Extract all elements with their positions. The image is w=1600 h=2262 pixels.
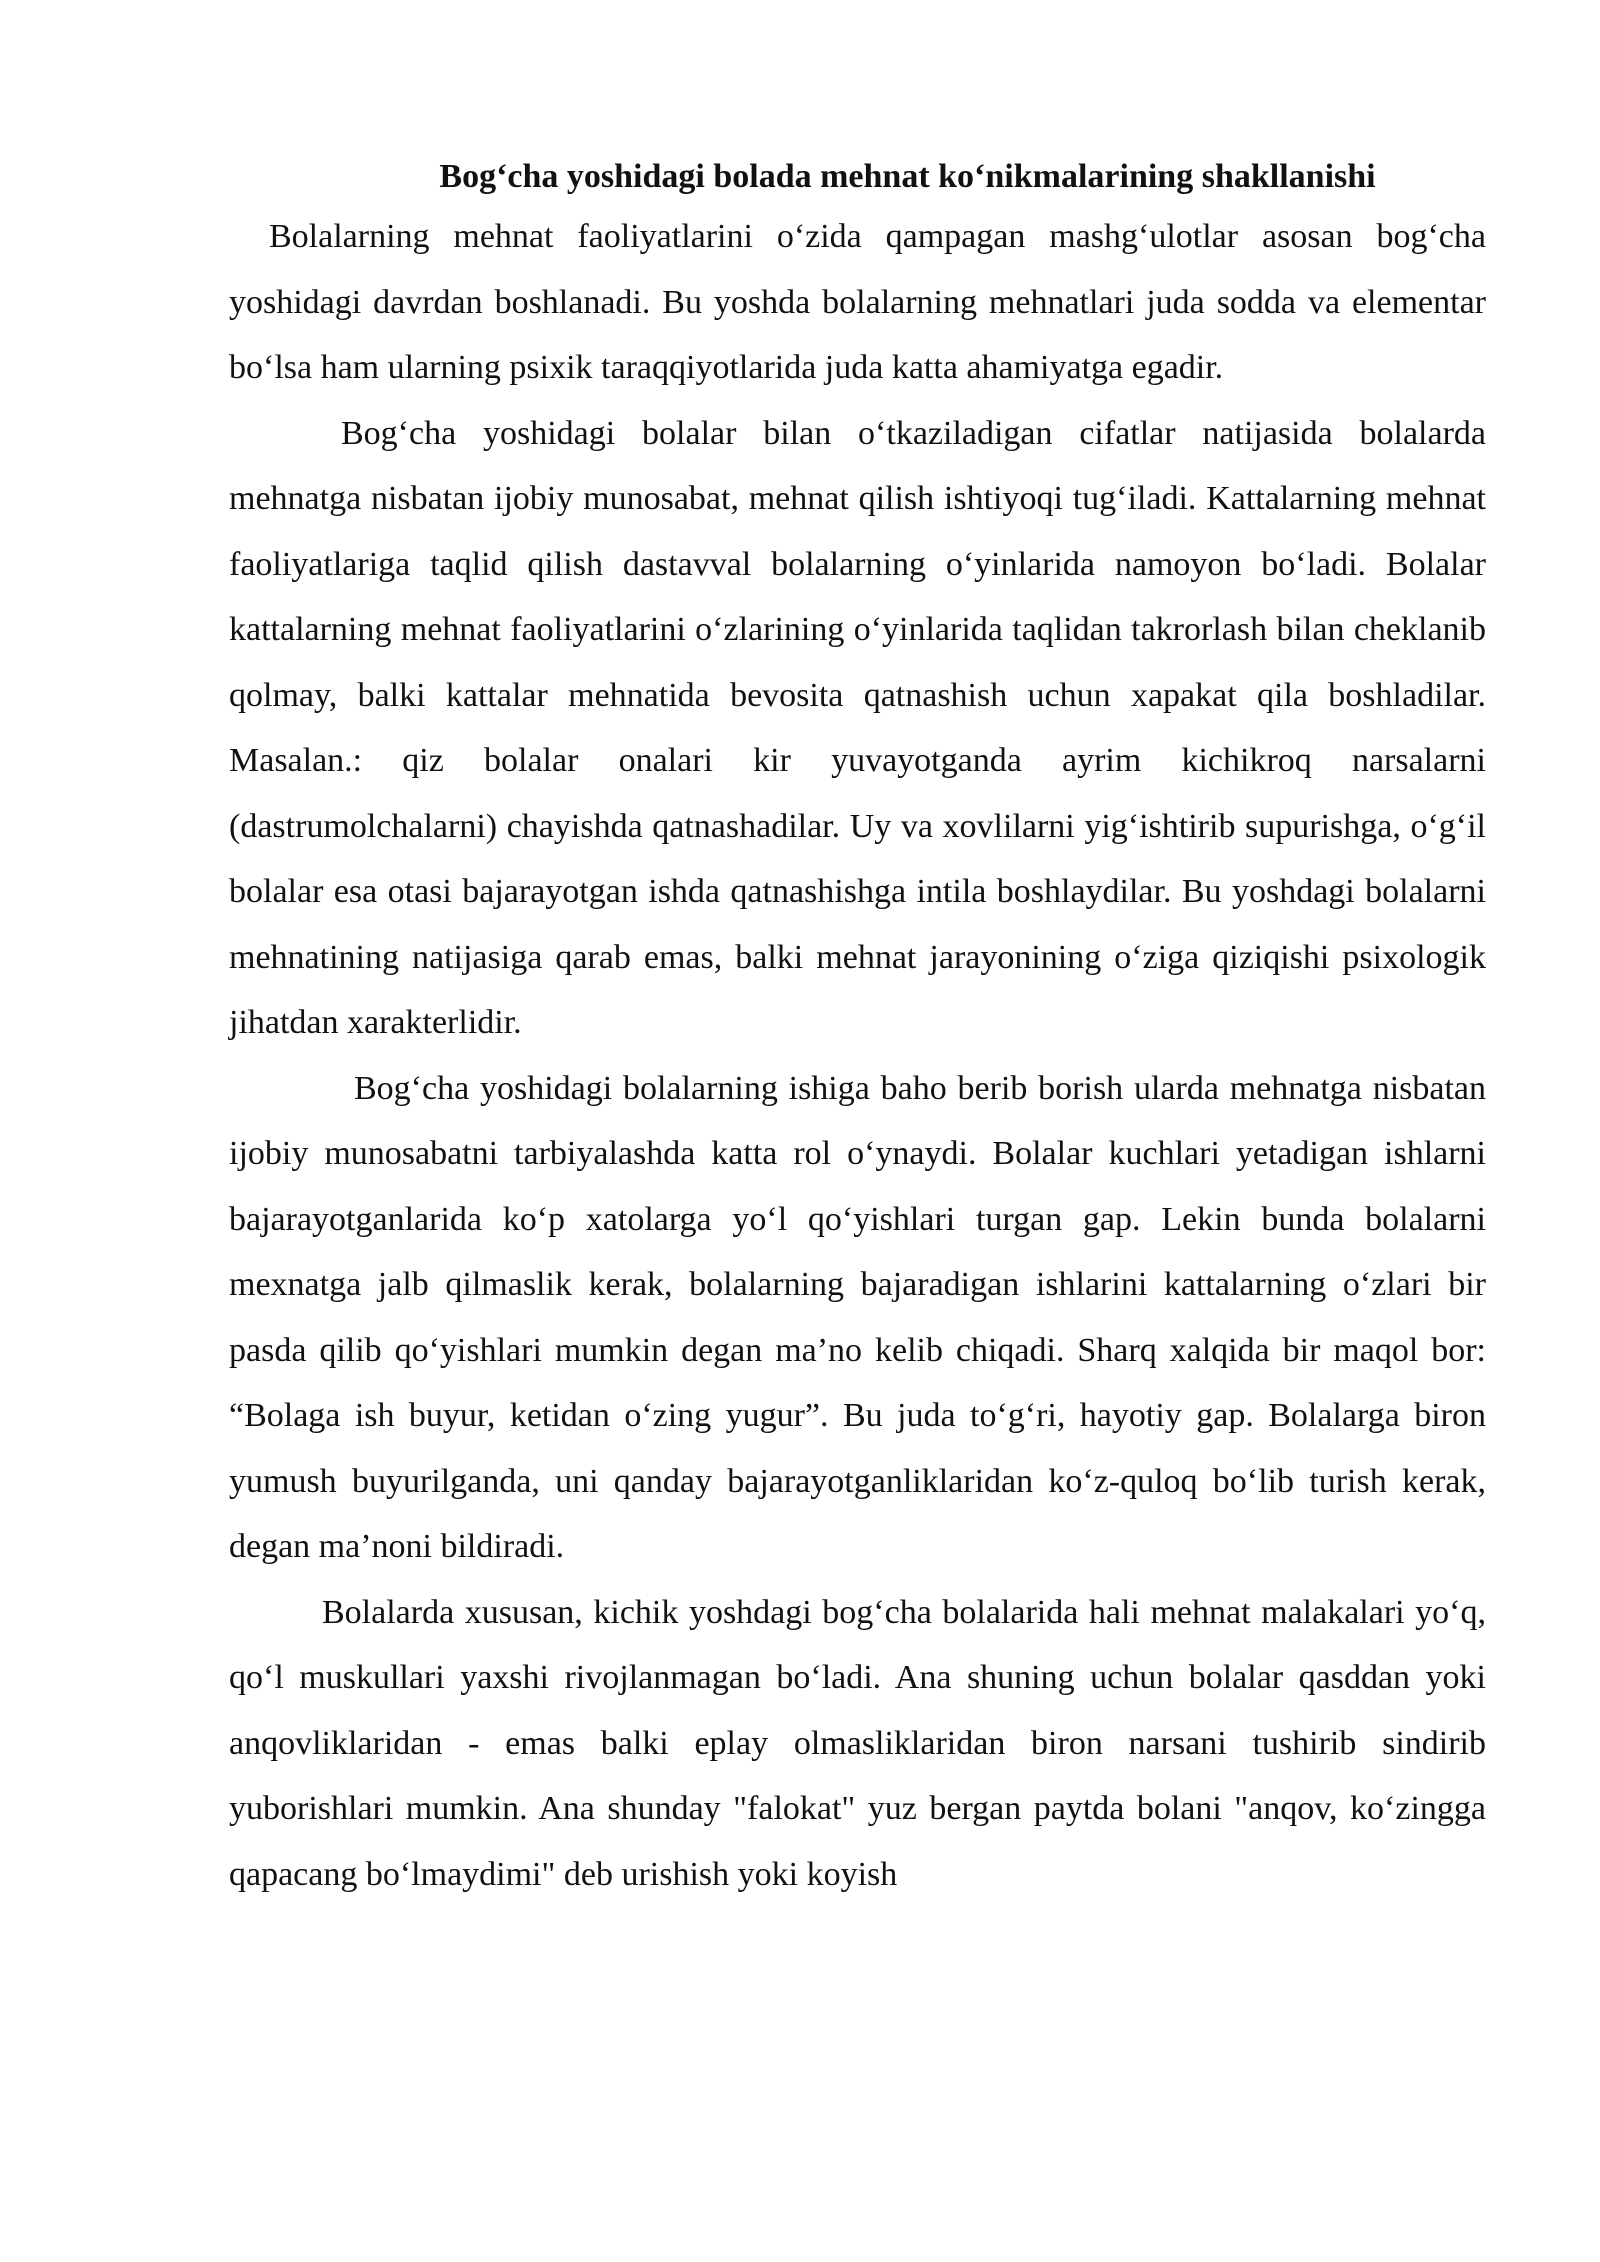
paragraph-2: Bog‘cha yoshidagi bolalar bilan o‘tkaziladigan cifatlar natijasida bolalarda mehnatga nisbatan ijobiy munosabat, mehnat qilish ishtiyoqi tug‘iladi. Kattalarning mehnat faoliyatlariga taqlid qilish dastavval bolalarning o‘yinlarida namoyon bo‘ladi. Bolalar kattalarning mehnat faoliyatlarini o‘zlarining o‘yinlarida taqlidan takrorlash bilan cheklanib qolmay, balki kattalar mehnatida bevosita qatnashish uchun xapakat qila boshladilar. Masalan.: qiz bolalar onalari kir yuvayotganda ayrim kichikroq narsalarni (dastrumolchalarni) chayishda qatnashadilar. Uy va xovlilarni yig‘ishtirib supurishga, o‘g‘il bolalar esa otasi bajarayotgan ishda qatnashishga intila boshlaydilar. Bu yoshdagi bolalarni mehnatining natijasiga qarab emas, balki mehnat jarayonining o‘ziga qiziqishi psixologik jihatdan xarakterlidir. <box>229 414 1486 1041</box>
paragraph-1: Bolalarning mehnat faoliyatlarini o‘zida qampagan mashg‘ulotlar asosan bog‘cha yoshidagi davrdan boshlanadi. Bu yoshda bolalarning mehnatlari juda sodda va elementar bo‘lsa ham ularning psixik taraqqiyotlarida juda katta ahamiyatga egadir. <box>229 218 1486 386</box>
document-page <box>229 150 1486 1907</box>
document-title: Bog‘cha yoshidagi bolada mehnat ko‘nikmalarining shakllanishi <box>439 158 1376 195</box>
paragraph-3: Bog‘cha yoshidagi bolalarning ishiga baho berib borish ularda mehnatga nisbatan ijobiy munosabatni tarbiyalashda katta rol o‘ynaydi. Bolalar kuchlari yetadigan ishlarni bajarayotganlarida ko‘p xatolarga yo‘l qo‘yishlari turgan gap. Lekin bunda bolalarni mexnatga jalb qilmaslik kerak, bolalarning bajaradigan ishlarini kattalarning o‘zlari bir pasda qilib qo‘yishlari mumkin degan ma’no kelib chiqadi. Sharq xalqida bir maqol bor: “Bolaga ish buyur, ketidan o‘zing yugur”. Bu juda to‘g‘ri, hayotiy gap. Bolalarga biron yumush buyurilganda, uni qanday bajarayotganliklaridan ko‘z-quloq bo‘lib turish kerak, degan ma’noni bildiradi. <box>229 1069 1486 1565</box>
paragraph-4: Bolalarda xususan, kichik yoshdagi bog‘cha bolalarida hali mehnat malakalari yo‘q, qo‘l muskullari yaxshi rivojlanmagan bo‘ladi. Ana shuning uchun bolalar qasddan yoki anqovliklaridan - emas balki eplay olmasliklaridan biron narsani tushirib sindirib yuborishlari mumkin. Ana shunday "falokat" yuz bergan paytda bolani "anqov, ko‘zingga qapacang bo‘lmaydimi" deb urishish yoki koyish <box>229 1593 1486 1893</box>
